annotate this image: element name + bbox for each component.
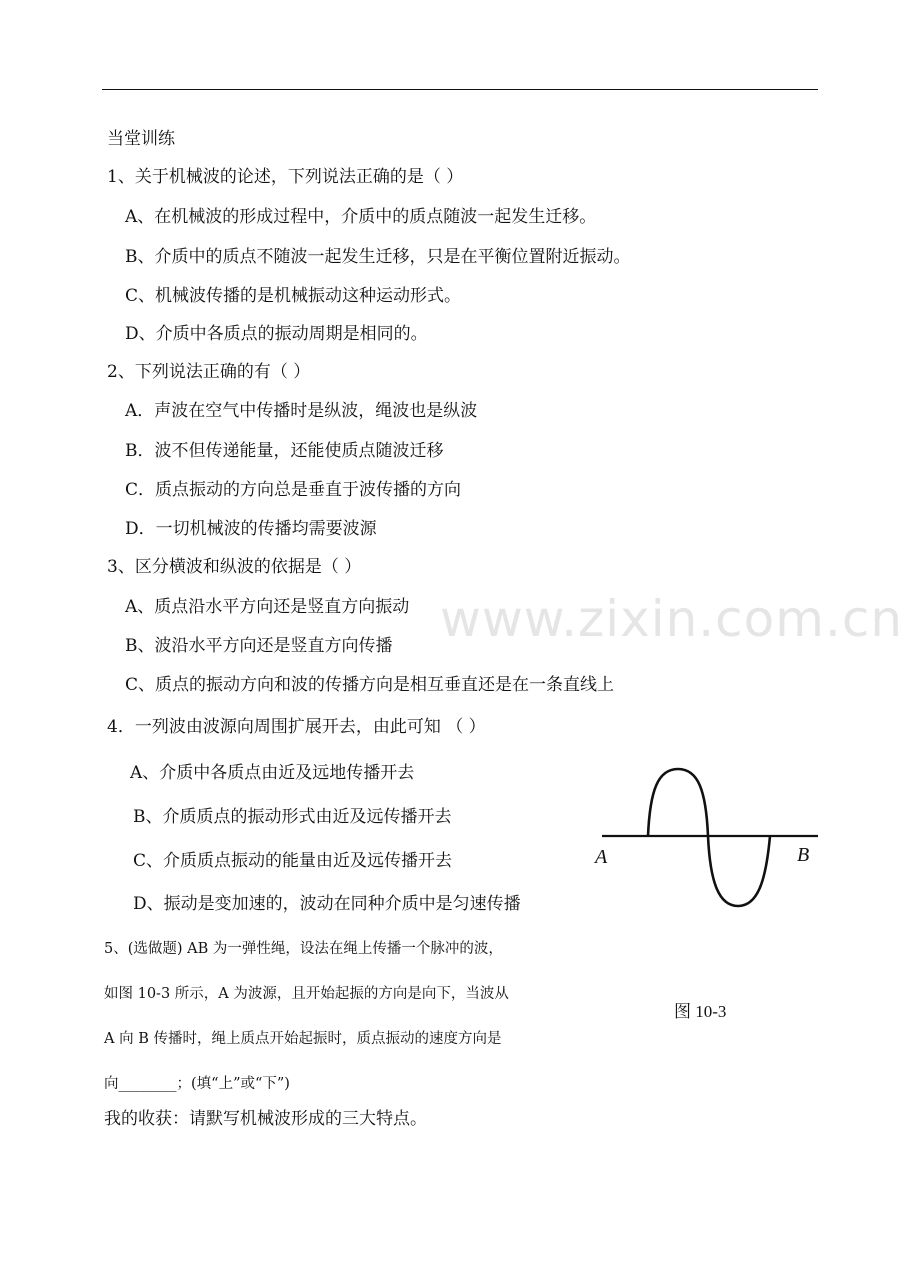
watermark: www.zixin.com.cn — [440, 590, 904, 648]
q1-option-a: A、在机械波的形成过程中，介质中的质点随波一起发生迁移。 — [125, 207, 597, 227]
q3-stem: 3、区分横波和纵波的依据是（ ） — [107, 557, 362, 577]
q3-option-b: B、波沿水平方向还是竖直方向传播 — [125, 636, 393, 656]
section-title: 当堂训练 — [107, 129, 175, 149]
q2-option-c: C．质点振动的方向总是垂直于波传播的方向 — [125, 480, 462, 500]
q2-option-d: D．一切机械波的传播均需要波源 — [125, 519, 377, 539]
header-rule — [102, 89, 818, 90]
figure-caption: 图 10-3 — [674, 1002, 727, 1021]
q2-option-a: A．声波在空气中传播时是纵波，绳波也是纵波 — [125, 401, 478, 421]
wave-pulse-figure — [590, 760, 830, 1040]
q4-option-c: C、介质质点振动的能量由近及远传播开去 — [133, 851, 453, 871]
q3-option-c: C、质点的振动方向和波的传播方向是相互垂直还是在一条直线上 — [125, 675, 615, 695]
q3-option-a: A、质点沿水平方向还是竖直方向振动 — [125, 597, 410, 617]
q1-option-b: B、介质中的质点不随波一起发生迁移，只是在平衡位置附近振动。 — [125, 247, 631, 267]
q4-stem: 4．一列波由波源向周围扩展开去，由此可知 （ ） — [107, 717, 486, 737]
label-b: B — [797, 844, 810, 866]
q1-stem: 1、关于机械波的论述，下列说法正确的是（ ） — [107, 167, 464, 187]
q2-option-b: B．波不但传递能量，还能使质点随波迁移 — [125, 441, 444, 461]
q5-line-2: 如图 10-3 所示，A 为波源，且开始起振的方向是向下，当波从 — [104, 986, 509, 1002]
label-a: A — [595, 846, 608, 868]
q1-option-c: C、机械波传播的是机械振动这种运动形式。 — [125, 286, 462, 306]
q5-line-3: A 向 B 传播时，绳上质点开始起振时，质点振动的速度方向是 — [104, 1031, 502, 1047]
q1-option-d: D、介质中各质点的振动周期是相同的。 — [125, 324, 428, 344]
q5-line-4: 向________；(填“上”或“下”) — [104, 1076, 290, 1092]
q2-stem: 2、下列说法正确的有（ ） — [107, 362, 311, 382]
q5-line-1: 5、(选做题) AB 为一弹性绳，设法在绳上传播一个脉冲的波， — [104, 941, 503, 957]
q4-option-d: D、振动是变加速的，波动在同种介质中是匀速传播 — [133, 894, 521, 914]
q4-option-b: B、介质质点的振动形式由近及远传播开去 — [133, 807, 452, 827]
q4-option-a: A、介质中各质点由近及远地传播开去 — [130, 763, 415, 783]
pulse-wave-curve — [648, 769, 770, 906]
harvest-prompt: 我的收获：请默写机械波形成的三大特点。 — [104, 1109, 427, 1129]
